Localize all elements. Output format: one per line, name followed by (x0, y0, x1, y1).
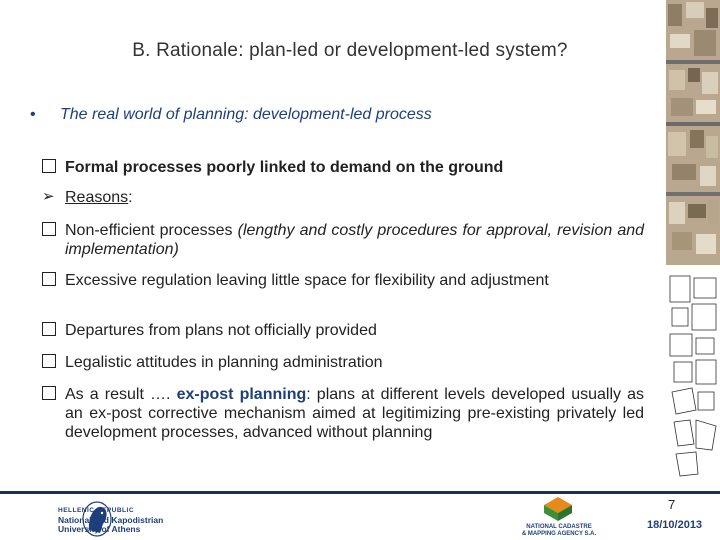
list-item (42, 158, 644, 177)
item-text (65, 385, 644, 442)
checkbox-square-icon (42, 354, 56, 368)
page-number: 7 (668, 497, 676, 512)
item-text: Legalistic attitudes in planning administration (65, 354, 383, 371)
checkbox-square-icon (42, 222, 56, 236)
reasons-label: Reasons (65, 189, 129, 206)
item-text (65, 188, 644, 207)
arrow-bullet-icon: ➢ (42, 188, 55, 205)
university-line2: National and Kapodistrian (58, 514, 164, 525)
item-lead: Non-efficient processes (65, 222, 238, 239)
item-highlight: ex-post planning (176, 386, 307, 403)
checkbox-square-icon (42, 386, 56, 400)
subtitle-row (30, 106, 432, 124)
checkbox-square-icon (42, 322, 56, 336)
bullet-dot: • (30, 106, 36, 123)
checkbox-square-icon (42, 272, 56, 286)
footer-divider (0, 491, 720, 494)
reasons-suffix: : (128, 189, 133, 206)
list-item (42, 353, 644, 372)
agency-line2: & MAPPING AGENCY S.A. (521, 531, 597, 537)
list-item (42, 321, 644, 340)
agency-line1: NATIONAL CADASTRE (526, 524, 592, 530)
item-text: Excessive regulation leaving little space for flexibility and adjustment (65, 272, 549, 289)
university-line1: HELLENIC REPUBLIC (58, 507, 135, 514)
aerial-map-image (666, 0, 720, 480)
university-name (58, 505, 163, 535)
slide-title: B. Rationale: plan-led or development-led system? (132, 40, 568, 61)
item-text (65, 221, 644, 259)
slide-date: 18/10/2013 (647, 519, 703, 531)
list-item (42, 385, 644, 442)
subtitle: The real world of planning: development-led process (60, 106, 432, 123)
item-text: Departures from plans not officially provided (65, 322, 377, 339)
university-line3: University of Athens (58, 524, 141, 534)
list-item (42, 221, 644, 259)
item-rest: : plans at different levels developed usually as an ex-post corrective mechanism aimed at legitimizing pre-existing privately led development processes, advanced without planning (65, 386, 645, 441)
item-lead: As a result …. (65, 386, 177, 403)
cadastre-agency-name (514, 524, 604, 538)
checkbox-square-icon (42, 159, 56, 173)
item-italic: (lengthy and costly procedures for approval, revision and implementation) (65, 222, 645, 258)
item-text: Formal processes poorly linked to demand on the ground (65, 159, 504, 176)
list-item (42, 188, 644, 207)
list-item (42, 271, 644, 290)
